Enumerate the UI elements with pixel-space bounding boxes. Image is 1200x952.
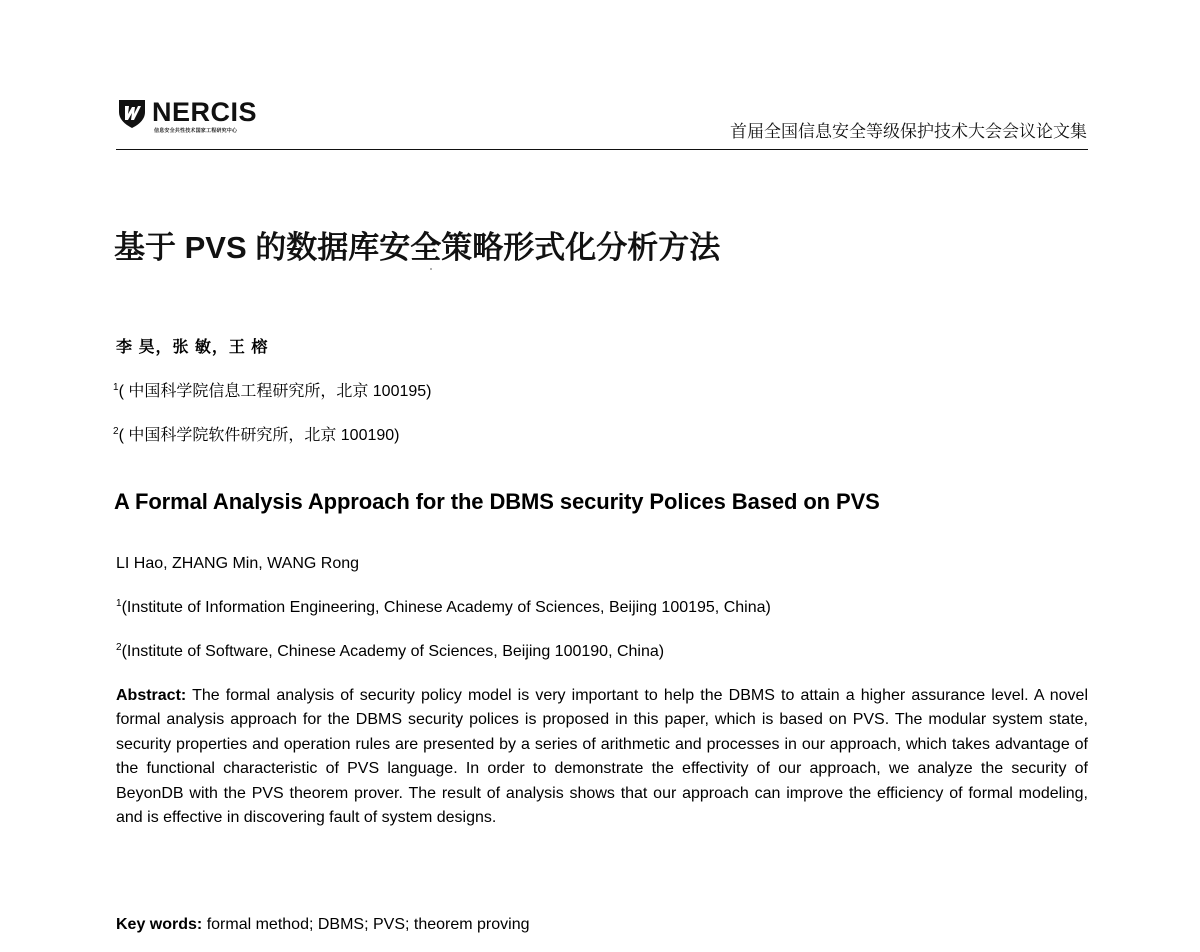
english-affiliation-1	[116, 599, 771, 617]
abstract-text: The formal analysis of security policy model is very important to help the DBMS to attain a higher assurance level. A novel formal analysis approach for the DBMS security polices is proposed in this paper, which is based on PVS. The modular system state, security properties and operation rules are presented by a series of arithmetic and processes in our approach, which takes advantage of the functional characteristic of PVS language. In order to demonstrate the effectivity of our approach, we analyze the security of BeyonDB with the PVS theorem prover. The result of analysis shows that our approach can improve the efficiency of formal modeling, and is effective in discovering fault of system designs.	[116, 687, 1089, 827]
chinese-authors: 李 昊，张 敏，王 榕	[116, 339, 269, 356]
keywords	[116, 916, 530, 934]
keywords-label: Key words:	[116, 916, 203, 933]
nercis-logo	[116, 97, 276, 139]
chinese-affiliation-1	[113, 378, 432, 401]
logo-subtitle: 信息安全共性技术国家工程研究中心	[154, 128, 238, 134]
affiliation-text: (Institute of Software, Chinese Academy of Sciences, Beijing 100190, China)	[121, 643, 665, 660]
abstract	[116, 684, 1088, 830]
chinese-affiliation-2	[113, 422, 400, 445]
affiliation-text: ( 中国科学院软件研究所，北京 100190)	[118, 427, 400, 444]
affiliation-text: ( 中国科学院信息工程研究所，北京 100195)	[118, 383, 432, 400]
affiliation-marker: 2	[116, 642, 122, 653]
affiliation-marker: 1	[113, 382, 119, 393]
affiliation-marker: 2	[113, 426, 119, 437]
nercis-shield-icon	[116, 97, 148, 129]
affiliation-marker: 1	[116, 598, 122, 609]
english-authors: LI Hao, ZHANG Min, WANG Rong	[116, 555, 360, 572]
proceedings-title: 首届全国信息安全等级保护技术大会会议论文集	[730, 122, 1087, 142]
keywords-text: formal method; DBMS; PVS; theorem proving	[206, 916, 530, 933]
scan-speck	[430, 268, 432, 270]
header-rule	[116, 149, 1088, 150]
affiliation-text: (Institute of Information Engineering, Chinese Academy of Sciences, Beijing 100195, China)	[121, 599, 771, 616]
abstract-label: Abstract:	[116, 687, 187, 704]
english-affiliation-2	[116, 643, 664, 661]
english-title: A Formal Analysis Approach for the DBMS security Polices Based on PVS	[114, 489, 880, 514]
logo-name: NERCIS	[152, 97, 258, 127]
chinese-title: 基于 PVS 的数据库安全策略形式化分析方法	[114, 230, 721, 265]
